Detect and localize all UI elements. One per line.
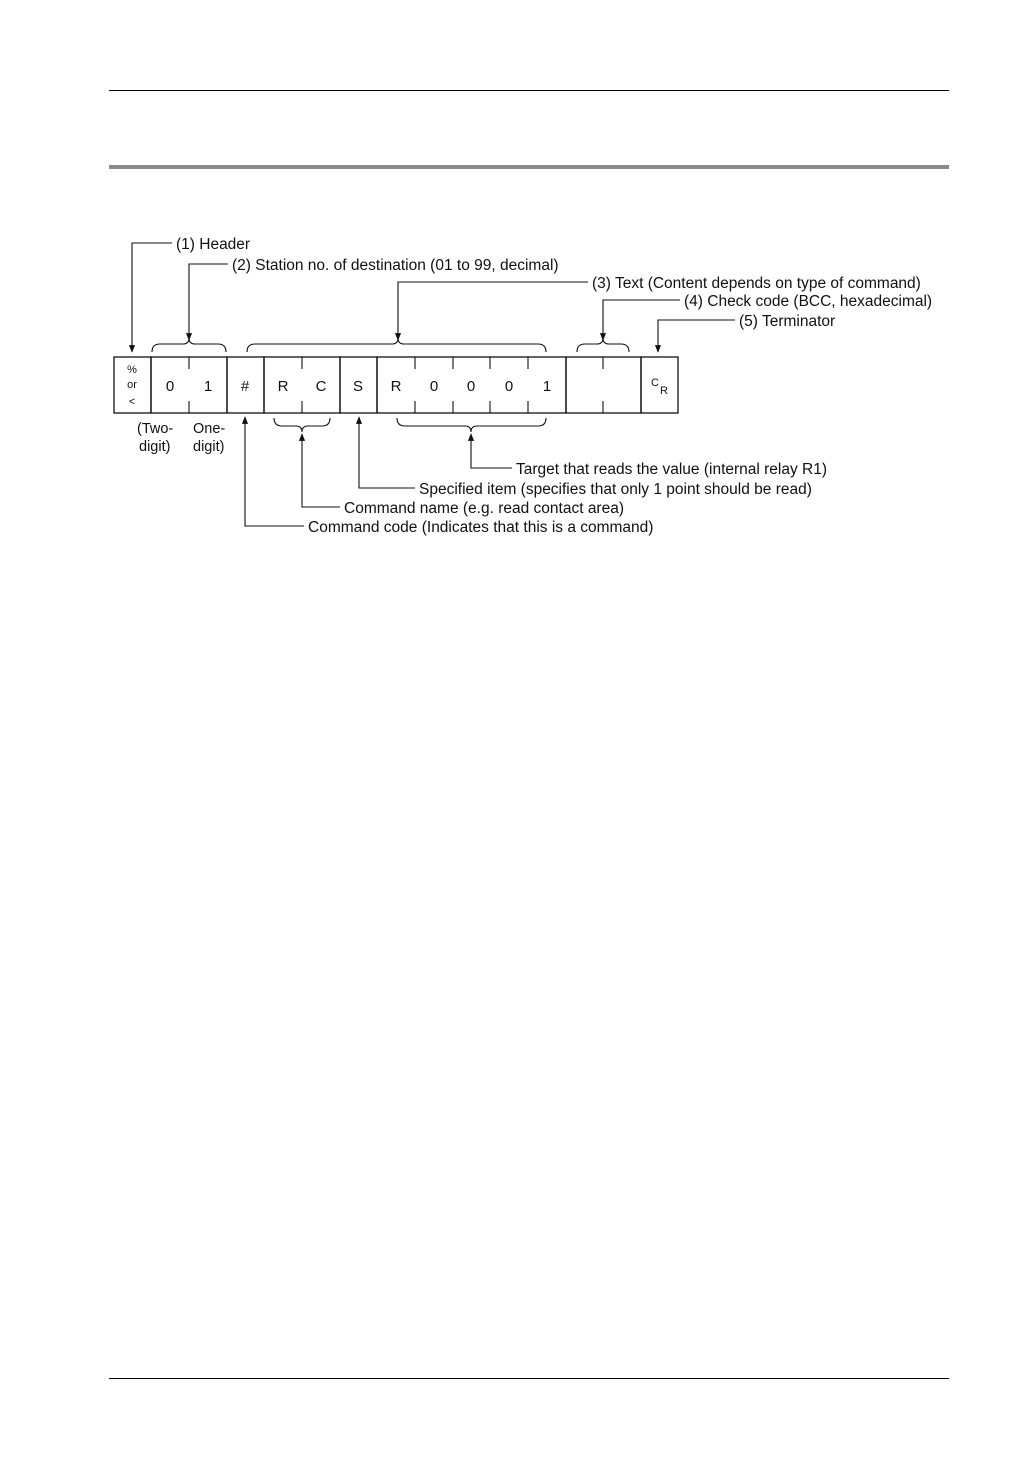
cell-terminator-r: R xyxy=(660,385,668,397)
specified-label: Specified item (specifies that only 1 point should be read) xyxy=(419,481,812,498)
cell-target-4: 0 xyxy=(504,378,514,395)
command-code-leader xyxy=(245,417,304,526)
command-name-label: Command name (e.g. read contact area) xyxy=(344,500,624,517)
two-digit-line2: digit) xyxy=(139,439,171,455)
station-leader xyxy=(189,264,228,340)
specified-leader xyxy=(359,417,415,488)
terminator-leader xyxy=(658,320,735,352)
cell-command-name-2: C xyxy=(315,378,327,395)
station-brace xyxy=(152,338,226,352)
cell-target-3: 0 xyxy=(466,378,476,395)
header-lt: < xyxy=(128,396,136,408)
check-code-label: (4) Check code (BCC, hexadecimal) xyxy=(684,293,933,310)
check-brace xyxy=(577,338,629,352)
command-format-diagram xyxy=(0,0,1032,600)
bottom-rule xyxy=(109,1378,949,1379)
station-label: (2) Station no. of destination (01 to 99, decimal) xyxy=(232,257,559,274)
command-name-leader xyxy=(302,434,340,507)
cell-command-name-1: R xyxy=(277,378,289,395)
text-leader xyxy=(398,282,588,340)
cell-station-ones: 1 xyxy=(203,378,213,395)
text-label: (3) Text (Content depends on type of command) xyxy=(592,275,921,292)
header-percent: % xyxy=(127,364,137,376)
cell-specified-item: S xyxy=(352,378,364,395)
terminator-label: (5) Terminator xyxy=(739,313,836,330)
header-label: (1) Header xyxy=(176,236,251,253)
cell-target-2: 0 xyxy=(429,378,439,395)
header-or: or xyxy=(127,379,137,391)
cell-station-tens: 0 xyxy=(165,378,175,395)
two-digit-line1: (Two- xyxy=(137,421,174,437)
cell-target-1: R xyxy=(390,378,402,395)
one-digit-line1: One- xyxy=(193,421,226,437)
target-brace xyxy=(397,418,546,432)
cell-target-5: 1 xyxy=(542,378,552,395)
one-digit-line2: digit) xyxy=(193,439,225,455)
target-leader xyxy=(471,434,512,468)
target-label: Target that reads the value (internal relay R1) xyxy=(516,461,828,478)
text-brace xyxy=(247,338,546,352)
cell-terminator-c: C xyxy=(651,377,659,389)
command-name-brace xyxy=(274,418,330,432)
cell-command-code: # xyxy=(240,378,250,395)
header-leader xyxy=(132,243,172,352)
command-code-label: Command code (Indicates that this is a command) xyxy=(308,519,654,536)
